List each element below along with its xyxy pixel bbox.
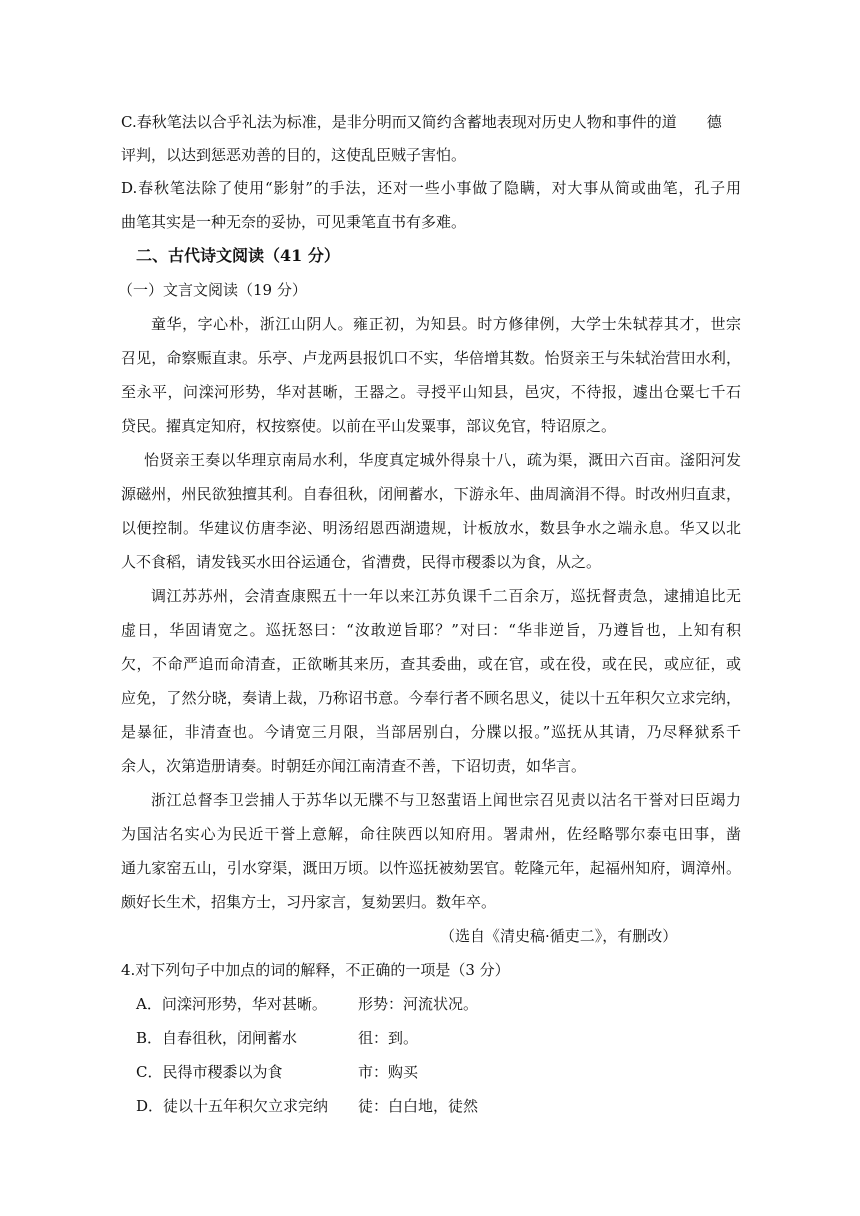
passage-p4-line-4: 颇好长生术，招集方士，习丹家言，复劾罢归。数年卒。 <box>121 893 497 911</box>
passage-p2-line-2: 源磁州，州民欲独擅其利。自春徂秋，闭闸蓄水，下游永年、曲周滴涓不得。时改州归直隶， <box>121 485 741 503</box>
option-c-explanation: 市：购买 <box>358 1063 419 1081</box>
passage-p3-line-2: 虚日，华固请宽之。巡抚怒曰：“汝敢逆旨耶？”对曰：“华非逆旨，乃遵旨也，上知有积 <box>121 621 741 639</box>
passage-p4-line-3: 通九家窑五山，引水穿渠，溉田万顷。以忤巡抚被劾罢官。乾隆元年，起福州知府，调漳州。 <box>121 859 741 877</box>
passage-p3-line-3: 欠，不命严追而命清查，正欲晰其来历，查其委曲，或在官，或在役，或在民，或应征，或 <box>121 655 741 673</box>
section-title: 二、古代诗文阅读（41 分） <box>136 246 340 265</box>
passage-p1-line-1: 童华，字心朴，浙江山阴人。雍正初，为知县。时方修律例，大学士朱轼荐其才，世宗 <box>151 315 741 333</box>
source-attribution: （选自《清史稿·循吏二》，有删改） <box>440 927 678 945</box>
passage-p3-line-1: 调江苏苏州，会清查康熙五十一年以来江苏负课千二百余万，巡抚督责急，逮捕追比无 <box>151 587 741 605</box>
passage-p1-line-3: 至永平，问滦河形势，华对甚晰，王器之。寻授平山知县，邑灾，不待报，遽出仓粟七千石 <box>121 383 741 401</box>
passage-p3-line-4: 应免，了然分晓，奏请上裁，乃称诏书意。今奉行者不顾名思义，徒以十五年积欠立求完纳， <box>121 689 741 707</box>
option-a-explanation: 形势：河流状况。 <box>358 995 479 1013</box>
passage-p3-line-5: 是暴征，非清查也。今请宽三月限，当部居别白，分牒以报。”巡抚从其请，乃尽释狱系千 <box>121 723 741 741</box>
option-c-line-2: 评判，以达到惩恶劝善的目的，这使乱臣贼子害怕。 <box>121 146 467 164</box>
option-b-explanation: 徂：到。 <box>358 1029 419 1047</box>
passage-p2-line-1: 怡贤亲王奏以华理京南局水利，华度真定城外得泉十八，疏为渠，溉田六百亩。滏阳河发 <box>144 451 741 469</box>
passage-p1-line-2: 召见，命察赈直隶。乐亭、卢龙两县报饥口不实，华倍增其数。怡贤亲王与朱轼治营田水利， <box>121 349 741 367</box>
option-d-explanation: 徒：白白地，徒然 <box>358 1097 479 1115</box>
question-stem: 4.对下列句子中加点的词的解释，不正确的一项是（3 分） <box>121 961 510 979</box>
passage-p4-line-1: 浙江总督李卫尝捕人于苏华以无牒不与卫怒蜚语上闻世宗召见责以沽名干誉对曰臣竭力 <box>151 791 741 809</box>
option-a-sentence: A．问滦河形势，华对甚晰。 <box>136 995 327 1013</box>
option-c-sentence: C．民得市稷黍以为食 <box>136 1063 283 1081</box>
subsection-title: （一）文言文阅读（19 分） <box>118 281 307 299</box>
passage-p2-line-3: 以便控制。华建议仿唐李泌、明汤绍恩西湖遗规，计板放水，数县争水之端永息。华又以北 <box>121 519 741 537</box>
passage-p3-line-6: 余人，次第造册请奏。时朝廷亦闻江南清查不善，下诏切责，如华言。 <box>121 757 587 775</box>
option-d-sentence: D．徒以十五年积欠立求完纳 <box>136 1097 329 1115</box>
option-d-line-1: D.春秋笔法除了使用“影射”的手法，还对一些小事做了隐瞒，对大事从简或曲笔，孔子用 <box>121 179 741 197</box>
option-d-line-2: 曲笔其实是一种无奈的妥协，可见秉笔直书有多难。 <box>121 213 467 231</box>
passage-p2-line-4: 人不食稻，请发钱买水田谷运通仓，省漕费，民得市稷黍以为食，从之。 <box>121 553 602 571</box>
passage-p4-line-2: 为国沽名实心为民近干誉上意解，命往陕西以知府用。署肃州，佐经略鄂尔泰屯田事，凿 <box>121 825 741 843</box>
passage-p1-line-4: 贷民。擢真定知府，权按察使。以前在平山发粟事，部议免官，特诏原之。 <box>121 417 617 435</box>
option-c-line-1: C.春秋笔法以合乎礼法为标准，是非分明而又简约含蓄地表现对历史人物和事件的道 德 <box>121 113 722 131</box>
option-b-sentence: B．自春徂秋，闭闸蓄水 <box>136 1029 298 1047</box>
